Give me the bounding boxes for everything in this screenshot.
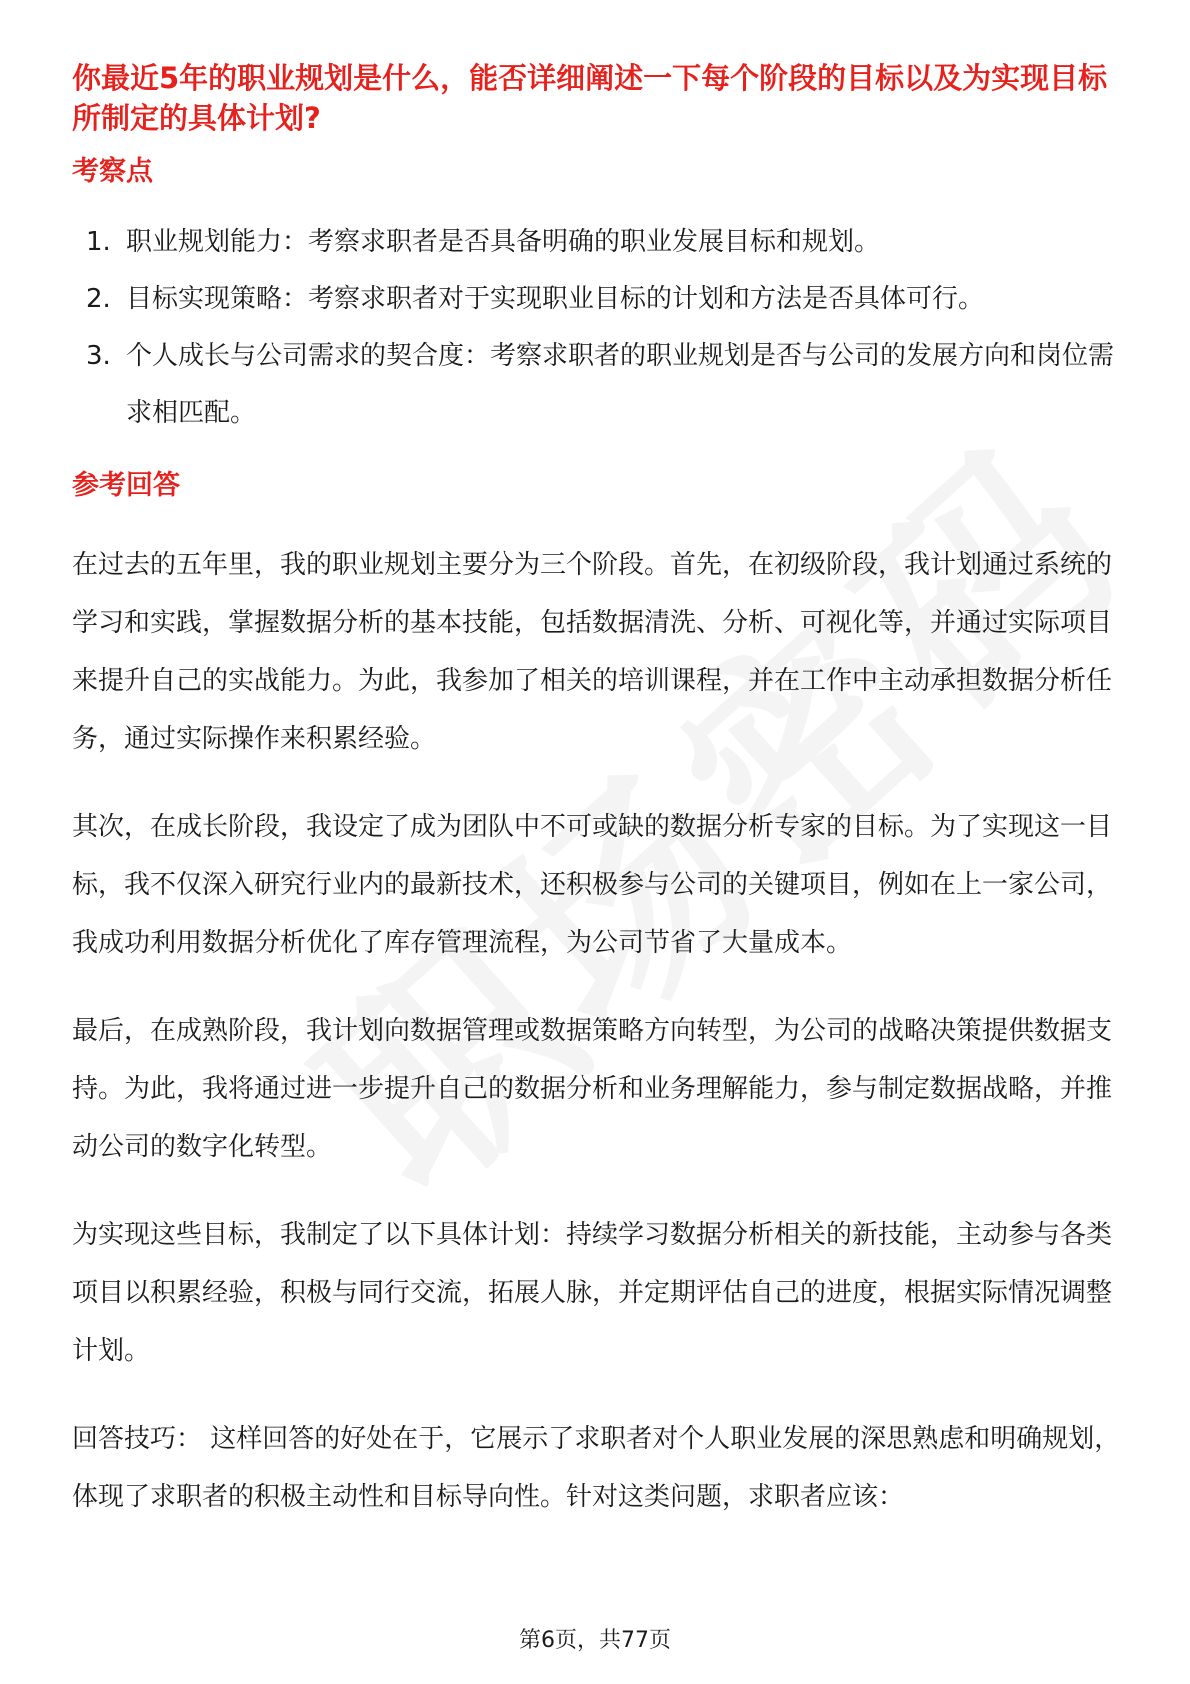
tips-paragraph: 回答技巧： 这样回答的好处在于，它展示了求职者对个人职业发展的深思熟虑和明确规划，体现了求职者的积极主动性和目标导向性。针对这类问题，求职者应该： bbox=[72, 1424, 1121, 1512]
list-item-text: 个人成长与公司需求的契合度：考察求职者的职业规划是否与公司的发展方向和岗位需求相匹配。 bbox=[126, 341, 1115, 428]
list-item-number: 2. bbox=[86, 284, 111, 314]
answer-paragraph: 最后，在成熟阶段，我计划向数据管理或数据策略方向转型，为公司的战略决策提供数据支持。为此，我将通过进一步提升自己的数据分析和业务理解能力，参与制定数据战略，并推动公司的数字化转型。 bbox=[72, 1016, 1113, 1162]
list-item-text: 职业规划能力：考察求职者是否具备明确的职业发展目标和规划。 bbox=[126, 227, 881, 257]
list-item-text: 目标实现策略：考察求职者对于实现职业目标的计划和方法是否具体可行。 bbox=[126, 284, 985, 314]
list-item bbox=[72, 328, 1122, 442]
list-item-number: 3. bbox=[86, 341, 111, 371]
answer-paragraph: 其次，在成长阶段，我设定了成为团队中不可或缺的数据分析专家的目标。为了实现这一目标，我不仅深入研究行业内的最新技术，还积极参与公司的关键项目，例如在上一家公司，我成功利用数据分析优化了库存管理流程，为公司节省了大量成本。 bbox=[72, 812, 1113, 958]
answer-paragraph: 在过去的五年里，我的职业规划主要分为三个阶段。首先，在初级阶段，我计划通过系统的学习和实践，掌握数据分析的基本技能，包括数据清洗、分析、可视化等，并通过实际项目来提升自己的实战能力。为此，我参加了相关的培训课程，并在工作中主动承担数据分析任务，通过实际操作来积累经验。 bbox=[72, 550, 1113, 754]
list-item-number: 1. bbox=[86, 227, 111, 257]
page-number-footer: 第6页，共77页 bbox=[519, 1628, 671, 1653]
points-list bbox=[72, 214, 1122, 442]
question-title: 你最近5年的职业规划是什么，能否详细阐述一下每个阶段的目标以及为实现目标所制定的具体计划? bbox=[72, 61, 1108, 135]
answer-heading: 参考回答 bbox=[72, 470, 180, 501]
list-item bbox=[72, 214, 1122, 271]
list-item bbox=[72, 271, 1122, 328]
points-heading: 考察点 bbox=[72, 156, 153, 187]
page-content bbox=[72, 58, 1122, 1526]
answer-paragraph: 为实现这些目标，我制定了以下具体计划：持续学习数据分析相关的新技能，主动参与各类项目以积累经验，积极与同行交流，拓展人脉，并定期评估自己的进度，根据实际情况调整计划。 bbox=[72, 1220, 1113, 1366]
